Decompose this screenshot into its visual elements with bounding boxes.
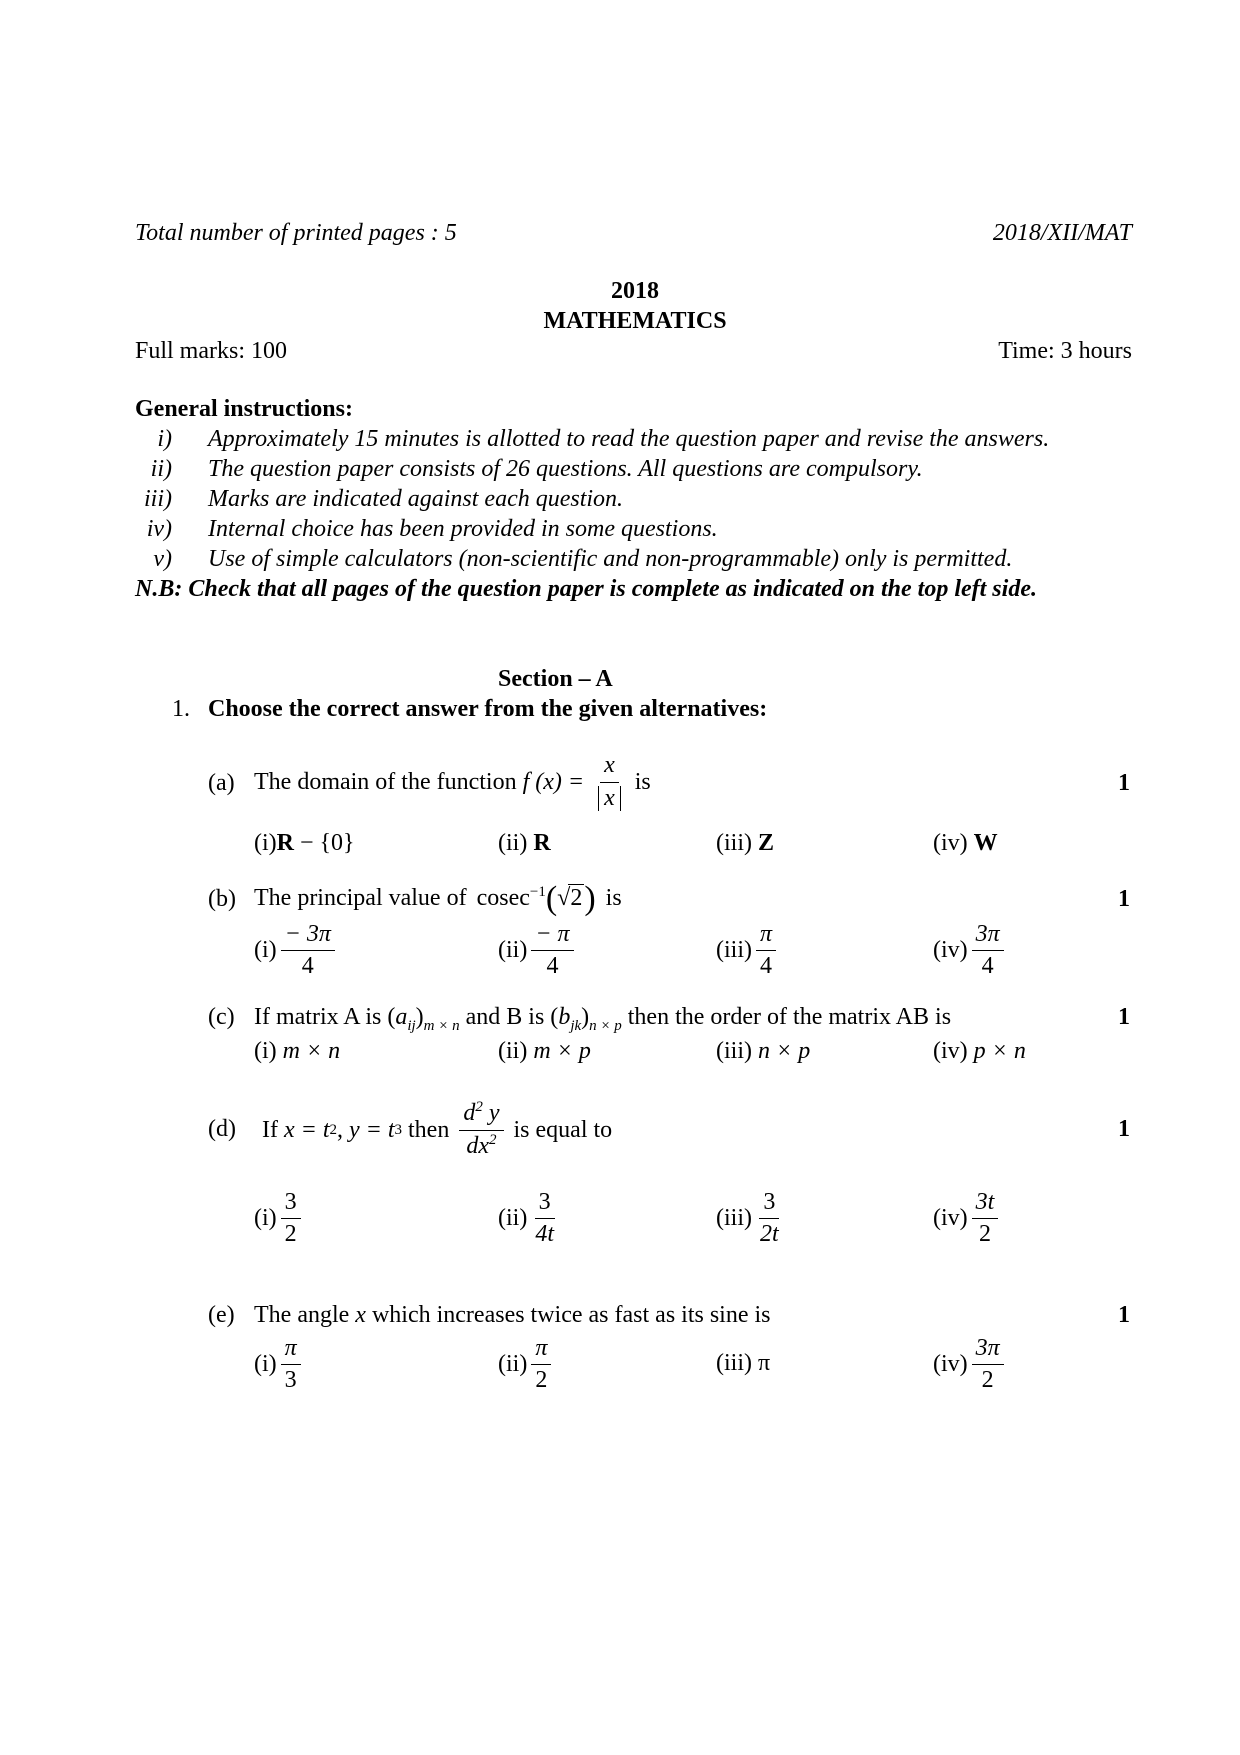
option-number: (ii): [498, 1038, 528, 1064]
option-number: (i): [254, 830, 277, 856]
marks-value: 1: [1118, 1116, 1130, 1142]
fraction: [531, 1336, 551, 1393]
fraction-denominator: dx: [466, 1132, 489, 1159]
q1-number: 1.: [172, 696, 190, 722]
question-d-comma: ,: [337, 1116, 343, 1143]
option-d-iii: [716, 1190, 787, 1247]
fraction: [281, 1190, 301, 1247]
fraction: [531, 922, 573, 979]
option-number: (iii): [716, 1350, 752, 1376]
option-value: p × n: [973, 1038, 1026, 1064]
question-c-b-sub: jk: [570, 1017, 582, 1034]
fraction: [972, 1190, 999, 1247]
fraction: [459, 1101, 503, 1158]
option-b-ii: [498, 922, 578, 979]
option-value: m × n: [282, 1038, 341, 1064]
question-a-text: [254, 752, 651, 812]
fraction-numerator: 3: [535, 1190, 555, 1219]
option-number: (i): [254, 1351, 277, 1378]
question-c-b: b: [558, 1004, 571, 1030]
fraction-numerator: 3π: [972, 1336, 1004, 1365]
fraction-denominator: 4: [301, 953, 314, 980]
question-e-pre: The angle: [254, 1302, 350, 1328]
option-main: R: [533, 830, 551, 856]
option-number: (iv): [933, 1205, 968, 1232]
question-c-text: [254, 1004, 952, 1034]
option-number: (ii): [498, 830, 528, 856]
option-number: (iv): [933, 1038, 968, 1064]
question-e-label: (e): [208, 1302, 235, 1328]
question-a-pre: The domain of the function: [254, 768, 517, 795]
instruction-text: The question paper consists of 26 questions. All questions are compulsory.: [208, 456, 923, 482]
option-number: (iii): [716, 1038, 752, 1064]
option-e-ii: [498, 1336, 555, 1393]
question-b-fn: cosec: [476, 885, 530, 911]
instruction-num: ii): [150, 456, 172, 482]
exam-subject: MATHEMATICS: [543, 308, 727, 334]
marks-value: 1: [1118, 1302, 1130, 1328]
question-d-label: (d): [208, 1116, 236, 1142]
question-b-exp: −1: [529, 884, 546, 900]
option-e-iii: [716, 1350, 770, 1377]
instruction-num: v): [153, 546, 172, 572]
fraction-numerator: 3π: [972, 922, 1004, 951]
instruction-text: Use of simple calculators (non-scientific and non-programmable) only is permitted.: [208, 546, 1013, 572]
option-number: (i): [254, 1038, 277, 1064]
fraction: [531, 1190, 558, 1247]
question-c-a-dim: m × n: [423, 1017, 460, 1034]
option-c-iii: [716, 1038, 810, 1065]
option-value: n × p: [758, 1038, 811, 1064]
fraction-numerator: 3: [759, 1190, 779, 1219]
option-main: W: [973, 830, 998, 856]
question-c-p1: If matrix A is (: [254, 1004, 396, 1030]
option-e-i: [254, 1336, 305, 1393]
option-c-iv: [933, 1038, 1026, 1065]
question-b-post: is: [605, 885, 622, 911]
instruction-text: Approximately 15 minutes is allotted to read the question paper and revise the answers.: [208, 426, 1050, 452]
fraction-numerator: x: [600, 753, 619, 782]
fraction: [756, 922, 776, 979]
fraction: [281, 922, 335, 979]
instructions-heading: General instructions:: [135, 396, 353, 422]
section-title: Section – A: [498, 666, 613, 692]
instruction-text: Internal choice has been provided in some questions.: [208, 516, 718, 542]
option-d-i: [254, 1190, 305, 1247]
fraction-numerator: 3: [281, 1190, 301, 1219]
instruction-num: iii): [144, 486, 172, 512]
option-d-iv: [933, 1190, 1002, 1247]
fraction: [972, 1336, 1004, 1393]
option-a-iii: [716, 830, 774, 857]
instruction-num: i): [157, 426, 172, 452]
question-e-var: x: [355, 1302, 366, 1328]
marks-value: 1: [1118, 886, 1130, 912]
question-b-label: (b): [208, 886, 236, 912]
fraction-numerator-var: y: [482, 1100, 500, 1127]
fraction: [756, 1190, 783, 1247]
option-a-i: [254, 830, 355, 857]
fraction-numerator: d: [463, 1100, 476, 1127]
option-number: (iii): [716, 1205, 752, 1232]
question-e-post: which increases twice as fast as its sine is: [371, 1302, 771, 1328]
option-b-iv: [933, 922, 1008, 979]
question-b-pre: The principal value of: [254, 885, 467, 911]
option-c-ii: [498, 1038, 591, 1065]
option-value: π: [758, 1350, 771, 1376]
question-a-fx: f (x) =: [522, 768, 585, 795]
option-number: (ii): [498, 937, 528, 964]
option-number: (iii): [716, 830, 752, 856]
option-number: (iv): [933, 1351, 968, 1378]
option-b-iii: [716, 922, 780, 979]
fraction: [594, 753, 625, 810]
question-a-post: is: [634, 768, 651, 795]
q1-text: Choose the correct answer from the given alternatives:: [208, 696, 768, 722]
marks-value: 1: [1118, 1004, 1130, 1030]
option-c-i: [254, 1038, 340, 1065]
question-d-if: If: [262, 1116, 278, 1143]
question-c-b-dim: n × p: [589, 1017, 622, 1034]
option-value: m × p: [533, 1038, 591, 1064]
option-main: Z: [758, 830, 775, 856]
question-b-arg: 2: [570, 885, 583, 911]
fraction-numerator: π: [531, 1336, 551, 1365]
option-number: (ii): [498, 1205, 528, 1232]
fraction-denominator: 2: [981, 1367, 994, 1394]
fraction-denominator: x: [598, 786, 621, 811]
fraction-denominator: 4: [981, 953, 994, 980]
option-number: (iv): [933, 830, 968, 856]
marks-value: 1: [1118, 770, 1130, 796]
question-d-then: then: [408, 1116, 450, 1143]
fraction-denominator: 2: [535, 1367, 548, 1394]
fraction-denominator: 4t: [535, 1221, 554, 1248]
exam-time: Time: 3 hours: [998, 338, 1132, 364]
option-b-i: [254, 922, 339, 979]
question-b-text: The principal value of cosec$^{-1}$(√2) is: [254, 880, 622, 917]
option-number: (iii): [716, 937, 752, 964]
question-e-text: [254, 1302, 771, 1329]
question-c-label: (c): [208, 1004, 235, 1030]
question-d-x: x = t: [283, 1116, 330, 1143]
fraction-denominator: 3: [284, 1367, 297, 1394]
option-rest: − {0}: [294, 830, 355, 856]
fraction-numerator: π: [281, 1336, 301, 1365]
option-a-ii: [498, 830, 551, 857]
question-d-post: is equal to: [513, 1116, 613, 1143]
option-e-iv: [933, 1336, 1008, 1393]
exam-year: 2018: [611, 278, 659, 304]
fraction-denominator: 4: [546, 953, 559, 980]
question-d-text: If x = t 2 , y = t 3 then $\frac{d^2 y}{dx^2}$ is equal to: [262, 1099, 613, 1159]
question-c-a-sub: ij: [407, 1017, 416, 1034]
option-a-iv: [933, 830, 998, 857]
option-d-ii: [498, 1190, 562, 1247]
option-main: R: [276, 830, 294, 856]
question-c-p2: ): [415, 1004, 424, 1030]
fraction-numerator: π: [756, 922, 776, 951]
instruction-num: iv): [146, 516, 172, 542]
paper-code: 2018/XII/MAT: [992, 220, 1132, 246]
fraction-denominator: 2: [284, 1221, 297, 1248]
instruction-text: Marks are indicated against each question.: [208, 486, 624, 512]
nb-note: N.B: Check that all pages of the question paper is complete as indicated on the top left side.: [135, 576, 1037, 602]
fraction-numerator: 3t: [972, 1190, 999, 1219]
fraction-numerator-exp: 2: [475, 1099, 483, 1116]
fraction-denominator-exp: 2: [489, 1131, 497, 1148]
question-a-label: (a): [208, 770, 235, 796]
fraction-numerator: − 3π: [281, 922, 335, 951]
option-number: (iv): [933, 937, 968, 964]
option-number: (i): [254, 1205, 277, 1232]
question-c-p3: and B is (: [459, 1004, 559, 1030]
question-c-p5: then the order of the matrix AB is: [621, 1004, 952, 1030]
fraction: [281, 1336, 301, 1393]
printed-pages-note: Total number of printed pages : 5: [135, 220, 457, 246]
fraction: [972, 922, 1004, 979]
option-number: (i): [254, 937, 277, 964]
question-c-a: a: [395, 1004, 408, 1030]
option-number: (ii): [498, 1351, 528, 1378]
question-c-p4: ): [581, 1004, 590, 1030]
fraction-numerator: − π: [531, 922, 573, 951]
fraction-denominator: 2: [978, 1221, 991, 1248]
full-marks: Full marks: 100: [135, 338, 288, 364]
fraction-denominator: 2t: [760, 1221, 779, 1248]
question-d-y: y = t: [349, 1116, 395, 1143]
fraction-denominator: 4: [760, 953, 773, 980]
